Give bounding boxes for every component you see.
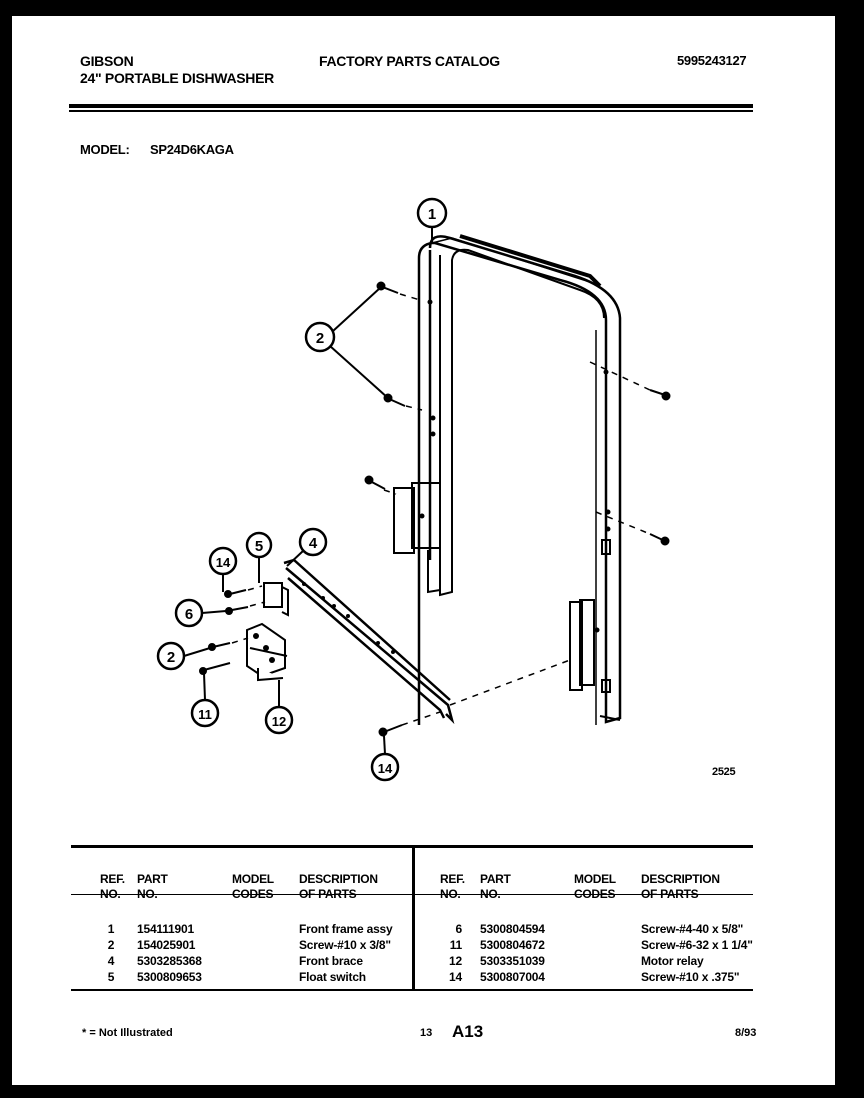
right-ref-column (440, 921, 462, 985)
left-part-column (137, 921, 202, 985)
table-row-ref: 6 (455, 922, 462, 936)
table-row-desc: Screw-#4-40 x 5/8" (641, 922, 744, 936)
table-column-divider (412, 845, 415, 991)
callout-11: 11 (198, 707, 212, 722)
callout-1: 1 (427, 206, 437, 223)
table-row-desc: Screw-#6-32 x 1 1/4" (641, 938, 753, 952)
col-header-desc: DESCRIPTION OF PARTS (299, 872, 378, 901)
catalog-title: FACTORY PARTS CATALOG (319, 53, 500, 69)
revision-date: 8/93 (735, 1027, 757, 1039)
table-row-ref: 2 (107, 938, 115, 952)
table-row-part: 154025901 (137, 938, 196, 952)
table-row-part: 5300804672 (480, 938, 545, 952)
table-row-ref: 5 (107, 970, 115, 984)
col-header-part: PART NO. (137, 872, 168, 901)
table-row-desc: Front frame assy (299, 922, 393, 936)
motor-relay (247, 624, 287, 680)
table-row-part: 5303351039 (480, 954, 545, 968)
table-row-part: 154111901 (137, 922, 194, 936)
right-part-column (480, 921, 545, 985)
col-header-ref-right: REF. NO. (440, 872, 465, 901)
table-row-desc: Motor relay (641, 954, 704, 968)
front-frame (419, 236, 620, 725)
col-header-part-right: PART NO. (480, 872, 511, 901)
col-header-ref: REF. NO. (100, 872, 125, 901)
float-switch (264, 583, 288, 615)
callout-2b: 2 (166, 649, 176, 666)
right-bracket (570, 540, 610, 692)
callout-5: 5 (254, 538, 264, 555)
product-name: 24" PORTABLE DISHWASHER (80, 70, 274, 86)
right-desc-column (641, 921, 753, 985)
left-bracket (394, 483, 440, 592)
callout-6: 6 (184, 606, 194, 623)
callout-4: 4 (308, 535, 318, 552)
table-row-part: 5303285368 (137, 954, 202, 968)
table-row-desc: Front brace (299, 954, 363, 968)
table-row-desc: Screw-#10 x 3/8" (299, 938, 391, 952)
table-row-part: 5300804594 (480, 922, 545, 936)
not-illustrated-note: * = Not Illustrated (82, 1027, 173, 1039)
brand-name: GIBSON (80, 53, 134, 69)
col-header-codes: MODEL CODES (232, 872, 274, 901)
table-row-ref: 1 (107, 922, 115, 936)
model-label: MODEL: (80, 142, 130, 157)
col-header-desc-right: DESCRIPTION OF PARTS (641, 872, 720, 901)
table-row-desc: Screw-#10 x .375" (641, 970, 740, 984)
table-row-ref: 11 (449, 938, 462, 952)
table-row-ref: 4 (107, 954, 115, 968)
table-row-part: 5300809653 (137, 970, 202, 984)
section-code: A13 (452, 1022, 484, 1041)
table-row-desc: Float switch (299, 970, 366, 984)
callout-14a: 14 (215, 555, 231, 570)
col-header-codes-right: MODEL CODES (574, 872, 616, 901)
callout-2a: 2 (315, 330, 325, 347)
page-number: 13 (420, 1027, 433, 1039)
catalog-number: 5995243127 (677, 53, 747, 68)
callout-12: 12 (271, 714, 287, 729)
front-brace (284, 560, 452, 720)
model-value: SP24D6KAGA (150, 142, 234, 157)
table-row-ref: 14 (449, 970, 462, 984)
left-ref-column (104, 921, 118, 985)
figure-id: 2525 (712, 766, 736, 778)
left-desc-column (299, 921, 393, 985)
table-row-part: 5300807004 (480, 970, 545, 984)
callout-14b: 14 (377, 761, 393, 776)
table-row-ref: 12 (449, 954, 462, 968)
